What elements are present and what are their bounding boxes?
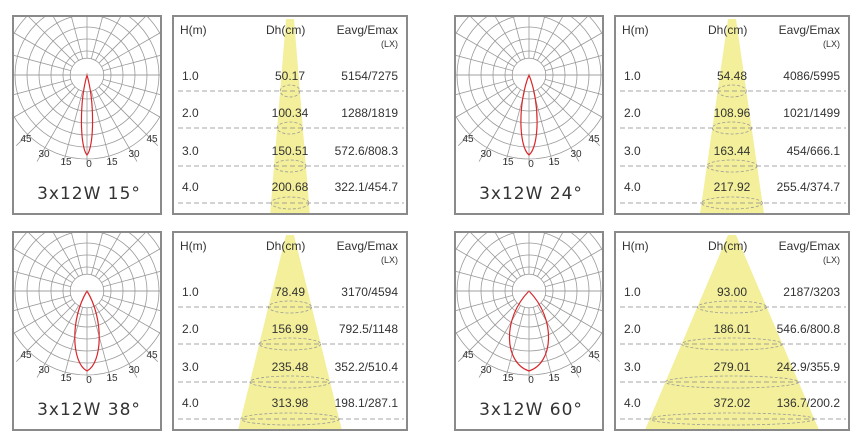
cell-illuminance: 352.2/510.4 [334, 360, 398, 374]
cell-diameter: 78.49 [274, 285, 306, 299]
cell-height: 1.0 [624, 69, 641, 83]
polar-scale-label: 15 [548, 373, 560, 384]
light-panel-1 [12, 15, 408, 215]
cell-height: 4.0 [624, 396, 641, 410]
cell-illuminance: 2187/3203 [783, 285, 840, 299]
polar-scale-label: 15 [502, 157, 514, 168]
cell-diameter: 93.00 [716, 285, 748, 299]
polar-diagram [454, 231, 604, 431]
cell-diameter: 156.99 [271, 322, 309, 336]
cell-illuminance: 3170/4594 [341, 285, 398, 299]
polar-scale-label: 45 [588, 134, 600, 145]
cell-height: 3.0 [624, 144, 641, 158]
cell-diameter: 235.48 [271, 360, 309, 374]
cell-illuminance: 1021/1499 [783, 106, 840, 120]
light-panel-4 [454, 231, 850, 431]
cell-illuminance: 322.1/454.7 [334, 180, 398, 194]
polar-diagram [12, 15, 162, 215]
cell-height: 4.0 [624, 180, 641, 194]
cell-diameter: 108.96 [713, 106, 751, 120]
polar-scale-label: 30 [570, 149, 582, 160]
cell-illuminance: 454/666.1 [786, 144, 840, 158]
header-diameter: Dh(cm) [708, 23, 748, 37]
cell-height: 1.0 [182, 285, 199, 299]
polar-scale-label: 15 [60, 373, 72, 384]
header-unit: (LX) [822, 39, 840, 49]
cell-diameter: 279.01 [713, 360, 751, 374]
cell-illuminance: 136.7/200.2 [776, 396, 840, 410]
cell-diameter: 200.68 [271, 180, 309, 194]
polar-scale-label: 0 [86, 159, 92, 170]
cell-illuminance: 572.6/808.3 [334, 144, 398, 158]
polar-scale-label: 30 [480, 365, 492, 376]
header-height: H(m) [180, 239, 207, 253]
light-panel-2 [454, 15, 850, 215]
beam-caption: 3x12W 15° [37, 184, 141, 204]
cell-illuminance: 255.4/374.7 [776, 180, 840, 194]
illuminance-table [172, 15, 408, 215]
polar-scale-label: 30 [128, 149, 140, 160]
cell-diameter: 100.34 [271, 106, 309, 120]
cell-height: 3.0 [624, 360, 641, 374]
header-illuminance: Eavg/Emax [336, 23, 398, 37]
header-illuminance: Eavg/Emax [778, 239, 840, 253]
beam-caption: 3x12W 60° [479, 400, 583, 420]
cell-height: 1.0 [624, 285, 641, 299]
header-diameter: Dh(cm) [266, 23, 306, 37]
cell-illuminance: 1288/1819 [341, 106, 398, 120]
header-height: H(m) [622, 239, 649, 253]
header-diameter: Dh(cm) [266, 239, 306, 253]
polar-scale-label: 30 [480, 149, 492, 160]
header-illuminance: Eavg/Emax [336, 239, 398, 253]
header-illuminance: Eavg/Emax [778, 23, 840, 37]
cell-height: 2.0 [182, 106, 199, 120]
cell-height: 2.0 [624, 106, 641, 120]
polar-scale-label: 0 [86, 375, 92, 386]
header-height: H(m) [180, 23, 207, 37]
cell-diameter: 313.98 [271, 396, 309, 410]
polar-scale-label: 0 [528, 159, 534, 170]
cell-illuminance: 546.6/800.8 [776, 322, 840, 336]
polar-scale-label: 15 [106, 157, 118, 168]
cell-diameter: 186.01 [713, 322, 751, 336]
cell-height: 3.0 [182, 360, 199, 374]
beam-caption: 3x12W 38° [37, 400, 141, 420]
beam-caption: 3x12W 24° [479, 184, 583, 204]
polar-scale-label: 45 [588, 350, 600, 361]
polar-scale-label: 15 [106, 373, 118, 384]
polar-scale-label: 45 [462, 134, 474, 145]
cell-height: 2.0 [624, 322, 641, 336]
illuminance-table [614, 15, 850, 215]
polar-scale-label: 45 [462, 350, 474, 361]
polar-scale-label: 30 [38, 149, 50, 160]
polar-scale-label: 15 [548, 157, 560, 168]
polar-scale-label: 15 [60, 157, 72, 168]
polar-scale-label: 30 [38, 365, 50, 376]
cell-diameter: 150.51 [271, 144, 309, 158]
polar-scale-label: 0 [528, 375, 534, 386]
header-unit: (LX) [380, 255, 398, 265]
cell-illuminance: 198.1/287.1 [334, 396, 398, 410]
cell-illuminance: 5154/7275 [341, 69, 398, 83]
cell-illuminance: 4086/5995 [783, 69, 840, 83]
header-unit: (LX) [380, 39, 398, 49]
cell-diameter: 54.48 [716, 69, 748, 83]
cell-diameter: 50.17 [274, 69, 306, 83]
cell-height: 1.0 [182, 69, 199, 83]
illuminance-table [614, 231, 850, 431]
cell-diameter: 217.92 [713, 180, 751, 194]
cell-illuminance: 242.9/355.9 [776, 360, 840, 374]
polar-scale-label: 30 [570, 365, 582, 376]
polar-scale-label: 45 [146, 134, 158, 145]
cell-height: 4.0 [182, 180, 199, 194]
light-panel-3 [12, 231, 408, 431]
cell-diameter: 163.44 [713, 144, 751, 158]
header-diameter: Dh(cm) [708, 239, 748, 253]
cell-height: 4.0 [182, 396, 199, 410]
polar-scale-label: 45 [20, 350, 32, 361]
polar-scale-label: 45 [20, 134, 32, 145]
cell-illuminance: 792.5/1148 [338, 322, 398, 336]
header-unit: (LX) [822, 255, 840, 265]
polar-diagram [454, 15, 604, 215]
cell-height: 3.0 [182, 144, 199, 158]
polar-diagram [12, 231, 162, 431]
cell-diameter: 372.02 [713, 396, 751, 410]
polar-scale-label: 45 [146, 350, 158, 361]
cell-height: 2.0 [182, 322, 199, 336]
illuminance-table [172, 231, 408, 431]
header-height: H(m) [622, 23, 649, 37]
polar-scale-label: 15 [502, 373, 514, 384]
polar-scale-label: 30 [128, 365, 140, 376]
